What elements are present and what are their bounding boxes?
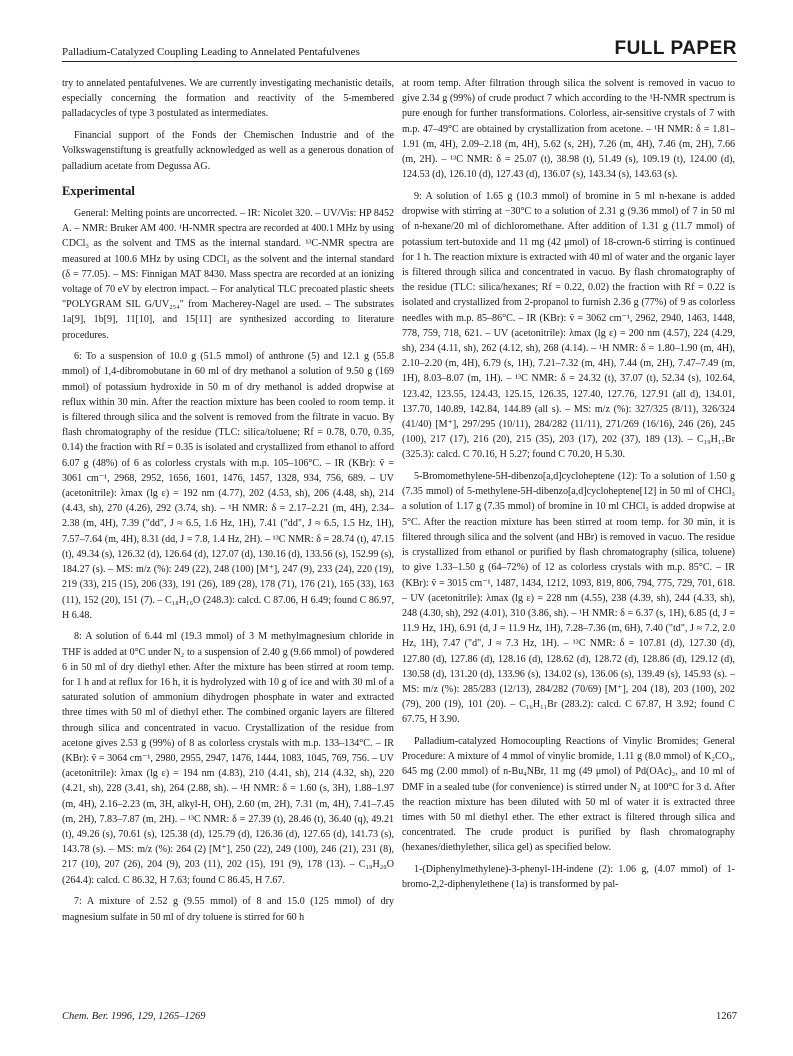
compound-9-paragraph: 9: A solution of 1.65 g (10.3 mmol) of bromine in 5 ml n-hexane is added dropwise with stirring at −30°C to a solution of 2.31 g (9.36 mmol) of 7 in 50 ml of n-hexane/20 ml of dichloromethane. After addition of 1.31 g (11.7 mmol) of potassium tert-butoxide and 11 mg (42 μmol) of 18-crown-6 stirring is continued for 1 h. The reaction mixture is extracted with 40 ml of water and the organic layer is filtered through silica and concentrated in vacuo. By flash chromatography of the residue (TLC: silica/hexanes; Rf = 0.22, 0.02) the fraction with Rf = 0.22 is isolated and crystallized from 2-propanol to furnish 2.36 g (77%) of 9 as colorless needles with m.p. 85–86°C. – IR (KBr): ṽ = 3062 cm⁻¹, 2962, 2940, 1463, 1448, 778, 759, 718, 621. – UV (acetonitrile): λmax (lg ε) = 200 nm (4.57), 224 (4.29, sh), 234 (4.11, sh), 262 (4.12, sh), 268 (4.14). – ¹H NMR: δ = 1.80–1.90 (m, 4H), 2.10–2.20 (m, 4H), 6.79 (s, 1H), 7.21–7.32 (m, 4H), 7.44 (m, 2H), 7.47–7.49 (m, 1H), 8.03–8.07 (m, 1H). – ¹³C NMR: δ = 24.32 (t), 37.07 (t), 52.34 (s), 102.64, 123.42, 123.55, 124.43, 125.15, 126.35, 127.40, 127.76, 127.91 (all d), 134.01, 137.70, 140.89, 142.84, 144.89 (all s). – MS: m/z (%): 327/325 (8/11), 326/324 (41/40) [M⁺], 297/295 (10/11), 284/282 (11/11), 271/269 (16/16), 246 (26), 245 (100), 217 (17), 216 (20), 215 (35), 203 (17), 202 (37), 189 (13). – C₁₉H₁₇Br (325.3): calcd. C 70.16, H 5.27; found C 70.20, H 5.30. [402,190,736,461]
compound-7-paragraph: 7: A mixture of 2.52 g (9.55 mmol) of 8 and 15.0 (125 mmol) of dry magnesium sulfate in 50 ml of dry toluene is stirred for 60 h [62,896,394,923]
compound-7-continued: at room temp. After filtration through silica the solvent is removed in vacuo to give 2.34 g (99%) of crude product 7 which according to the ¹H-NMR spectrum is pure enough for further transformations. Colorless, air-sensitive crystals of 7 with m.p. 47–49°C are obtained by crystallization from acetone. – ¹H NMR: δ = 1.81–1.91 (m, 4H), 2.09–2.18 (m, 4H), 5.62 (s, 2H), 7.26 (m, 4H), 7.46 (m, 2H), 7.66 (m, 2H). – ¹³C NMR: δ = 25.07 (t), 38.98 (t), 51.49 (s), 109.19 (t), 124.00 (d), 124.53 (d), 126.10 (d), 127.43 (d), 136.07 (s), 143.34 (s), 143.63 (s). [402,78,735,181]
acknowledgement-paragraph: Financial support of the Fonds der Chemischen Industrie and of the Volkswagenstiftung is greatfully acknowledged as well as a generous donation of palladium acetate from Degussa AG. [62,130,394,172]
left-column [62,76,394,931]
section-label: FULL PAPER [614,38,737,59]
experimental-heading: Experimental [62,183,135,198]
compound-2-paragraph: 1-(Diphenylmethylene)-3-phenyl-1H-indene (2): 1.06 g, (4.07 mmol) of 1-bromo-2,2-diphenylethene (1a) is transformed by pal- [402,864,735,891]
compound-6-paragraph: 6: To a suspension of 10.0 g (51.5 mmol) of anthrone (5) and 12.1 g (55.8 mmol) of 1,4-dibromobutane in 60 ml of dry methanol a solution of 9.50 g (169 mmol) of potassium hydroxide in 50 m of dry methanol is added dropwise at reflux within 30 min. After the reaction mixture has been cooled to room temp. it is filtered through silica and the solvent is removed from the filtrate in vacuo. By flash chromatography of the residue (TLC: silica/toluene; Rf = 0.78, 0.70, 0.35, 0.14) the fraction with Rf = 0.35 is isolated and crystallized from ethanol to afford 6.07 g (48%) of 6 as colorless crystals with m.p. 105–106°C. – IR (KBr): ṽ = 3061 cm⁻¹, 2968, 2952, 1656, 1601, 1476, 1457, 1328, 934, 756, 689. – UV (acetonitrile): λmax (lg ε) = 192 nm (4.77), 202 (4.53, sh), 206 (4.48, sh), 214 (4.43, sh), 270 (4.26), 292 (3.74, sh). – ¹H NMR: δ = 2.17–2.21 (m, 4H), 2.34–2.38 (m, 4H), 7.39 ("dd", J ≈ 6.5, 1.6 Hz, 1H), 7.41 ("dd", J ≈ 6.5, 1.5 Hz, 1H), 7.57–7.64 (m, 4H), 8.31 (dd, J = 7.8, 1.4 Hz, 2H). – ¹³C NMR: δ = 28.74 (t), 47.15 (t), 49.34 (s), 126.32 (d), 126.64 (d), 127.07 (d), 130.16 (d), 133.56 (s), 152.99 (s), 184.27 (s). – MS: m/z (%): 249 (22), 248 (100) [M⁺], 247 (9), 233 (24), 220 (19), 219 (33), 215 (15), 206 (33), 191 (26), 189 (28), 178 (71), 176 (21), 165 (33), 163 (11), 152 (20), 151 (7). – C₁₈H₁₆O (248.3): calcd. C 87.06, H 6.49; found C 86.97, H 6.48. [62,351,394,621]
page-number: 1267 [716,1011,737,1022]
general-methods-paragraph: General: Melting points are uncorrected. – IR: Nicolet 320. – UV/Vis: HP 8452 A. – NMR: Bruker AM 400. ¹H-NMR spectra are recorded at 400.1 MHz by using CDCl₃ as the solvent and TMS as the internal standard. ¹³C-NMR spectra are measured at 100.6 MHz by using CDCl₃ as the solvent and the internal standard (δ = 77.05). – MS: Finnigan MAT 8430. Mass spectra are recorded at an ionizing voltage of 70 eV by electron impact. – For analytical TLC precoated plastic sheets "POLYGRAM SIL G/UV₂₅₄" from Macherey-Nagel are used. – The substrates 1a[9], 1b[9], 11[10], and 15[11] are synthesized according to literature procedures. [62,207,394,341]
right-column [402,76,735,899]
running-header [62,37,737,62]
journal-citation: Chem. Ber. 1996, 129, 1265–1269 [62,1011,206,1022]
intro-paragraph: try to annelated pentafulvenes. We are currently investigating mechanistic details, especially concerning the formation and reactivity of the 5-membered palladacycles of type 3 postulated as intermediates. [62,78,394,120]
running-title: Palladium-Catalyzed Coupling Leading to Annelated Pentafulvenes [62,46,360,58]
compound-12-paragraph: 5-Bromomethylene-5H-dibenzo[a,d]cycloheptene (12): To a solution of 1.50 g (7.35 mmol) of 5-methylene-5H-dibenzo[a,d]cycloheptene[12] in 50 ml of CHCl₃ a solution of 1.17 g (7.35 mmol) of bromine in 10 ml CHCl₃ is added dropwise at 5°C. After the reaction mixture has been stirred at room temp. for 30 min, it is filtered through silica and the solvent (and HBr) is removed in vacuo. The residue is crystallized from ethanol or purified by flash chromatography (silica, toluene) to give 1.33–1.50 g (64–72%) of 12 as colorless crystals with m.p. 85°C. – IR (KBr): ṽ = 3015 cm⁻¹, 1487, 1434, 1212, 1093, 819, 806, 794, 775, 729, 701, 618. – UV (acetonitrile): λmax (lg ε) = 228 nm (4.55), 238 (4.39, sh), 244 (4.33, sh), 248 (4.30, sh), 292 (4.01), 310 (3.86, sh). – ¹H NMR: δ = 6.37 (s, 1H), 6.85 (d, J = 11.9 Hz, 1H), 6.91 (d, J = 11.9 Hz, 1H), 7.28–7.36 (m, 6H), 7.40 ("td", J ≈ 7.2, 2.0 Hz, 1H), 7.47 ("d", J ≈ 7.3 Hz, 1H). – ¹³C NMR: δ = 107.81 (d), 127.30 (d), 127.80 (d), 127.86 (d), 128.16 (d), 128.62 (d), 128.72 (d), 128.86 (d), 129.12 (d), 130.58 (d), 131.20 (d), 133.96 (s), 134.02 (s), 136.06 (s), 139.49 (s), 145.93 (s). – MS: m/z (%): 285/283 (12/13), 284/282 (70/69) [M⁺], 204 (18), 203 (100), 202 (79), 200 (19), 101 (20). – C₁₆H₁₁Br (283.2): calcd. C 67.87, H 3.92; found C 67.75, H 3.90. [402,471,735,726]
compound-8-paragraph: 8: A solution of 6.44 ml (19.3 mmol) of 3 M methylmagnesium chloride in THF is added at 0°C under N₂ to a suspension of 2.40 g (9.66 mmol) of powdered 6 in 50 ml of dry diethyl ether. After the mixture has been stirred at room temp. for 1 h and at reflux for 16 h, it is hydrolyzed with 10 g of ice and with 30 ml of a saturated solution of ammonium dihydrogen phosphate in water and extracted three times with 50 ml of diethyl ether. The combined organic layers are filtered through silica and concentrated in vacuo. Crystallization of the residue from acetone gives 2.53 g (99%) of 8 as colorless crystals with m.p. 133–134°C. – IR (KBr): ṽ = 3064 cm⁻¹, 2980, 2955, 2947, 1476, 1444, 1083, 1045, 769, 756. – UV (acetonitrile): λmax (lg ε) = 194 nm (4.83), 210 (4.41, sh), 214 (4.32, sh), 220 (4.21, sh), 228 (3.41, sh), 264 (2.88, sh). – ¹H NMR: δ = 1.60 (s, 3H), 1.88–1.97 (m, 4H), 2.16–2.23 (m, 3H, alkyl-H, OH), 2.60 (m, 2H), 7.31 (m, 4H), 7.41–7.45 (m, 2H), 7.83–7.87 (m, 2H). – ¹³C NMR: δ = 27.39 (t), 28.46 (t), 36.40 (q), 49.21 (t), 49.26 (s), 70.61 (s), 125.38 (d), 125.79 (d), 126.36 (d), 127.65 (d), 141.73 (s), 143.78 (s). – MS: m/z (%): 264 (2) [M⁺], 250 (22), 249 (100), 246 (21), 231 (8), 217 (10), 207 (26), 204 (9), 203 (11), 202 (15), 191 (9), 178 (13). – C₁₉H₂₀O (264.4): calcd. C 86.32, H 7.63; found C 86.45, H 7.67. [62,631,394,886]
general-procedure-paragraph: Palladium-catalyzed Homocoupling Reactions of Vinylic Bromides; General Procedure: A mixture of 4 mmol of vinylic bromide, 1.11 g (8.0 mmol) of K₂CO₃, 645 mg (2.00 mmol) of n-Bu₄NBr, 11 mg (49 μmol) of Pd(OAc)₂, and 10 ml of DMF in a sealed tube (for convenience) is stirred under N₂ at 100°C for 3 d. After the reaction mixture has been diluted with 50 ml of water it is extracted three times with 50 ml diethyl ether. The ether extract is filtered through silica and concentrated. The crude product is purified by flash chromatography (hexanes/diethylether, silica gel) as specified below. [402,736,735,854]
